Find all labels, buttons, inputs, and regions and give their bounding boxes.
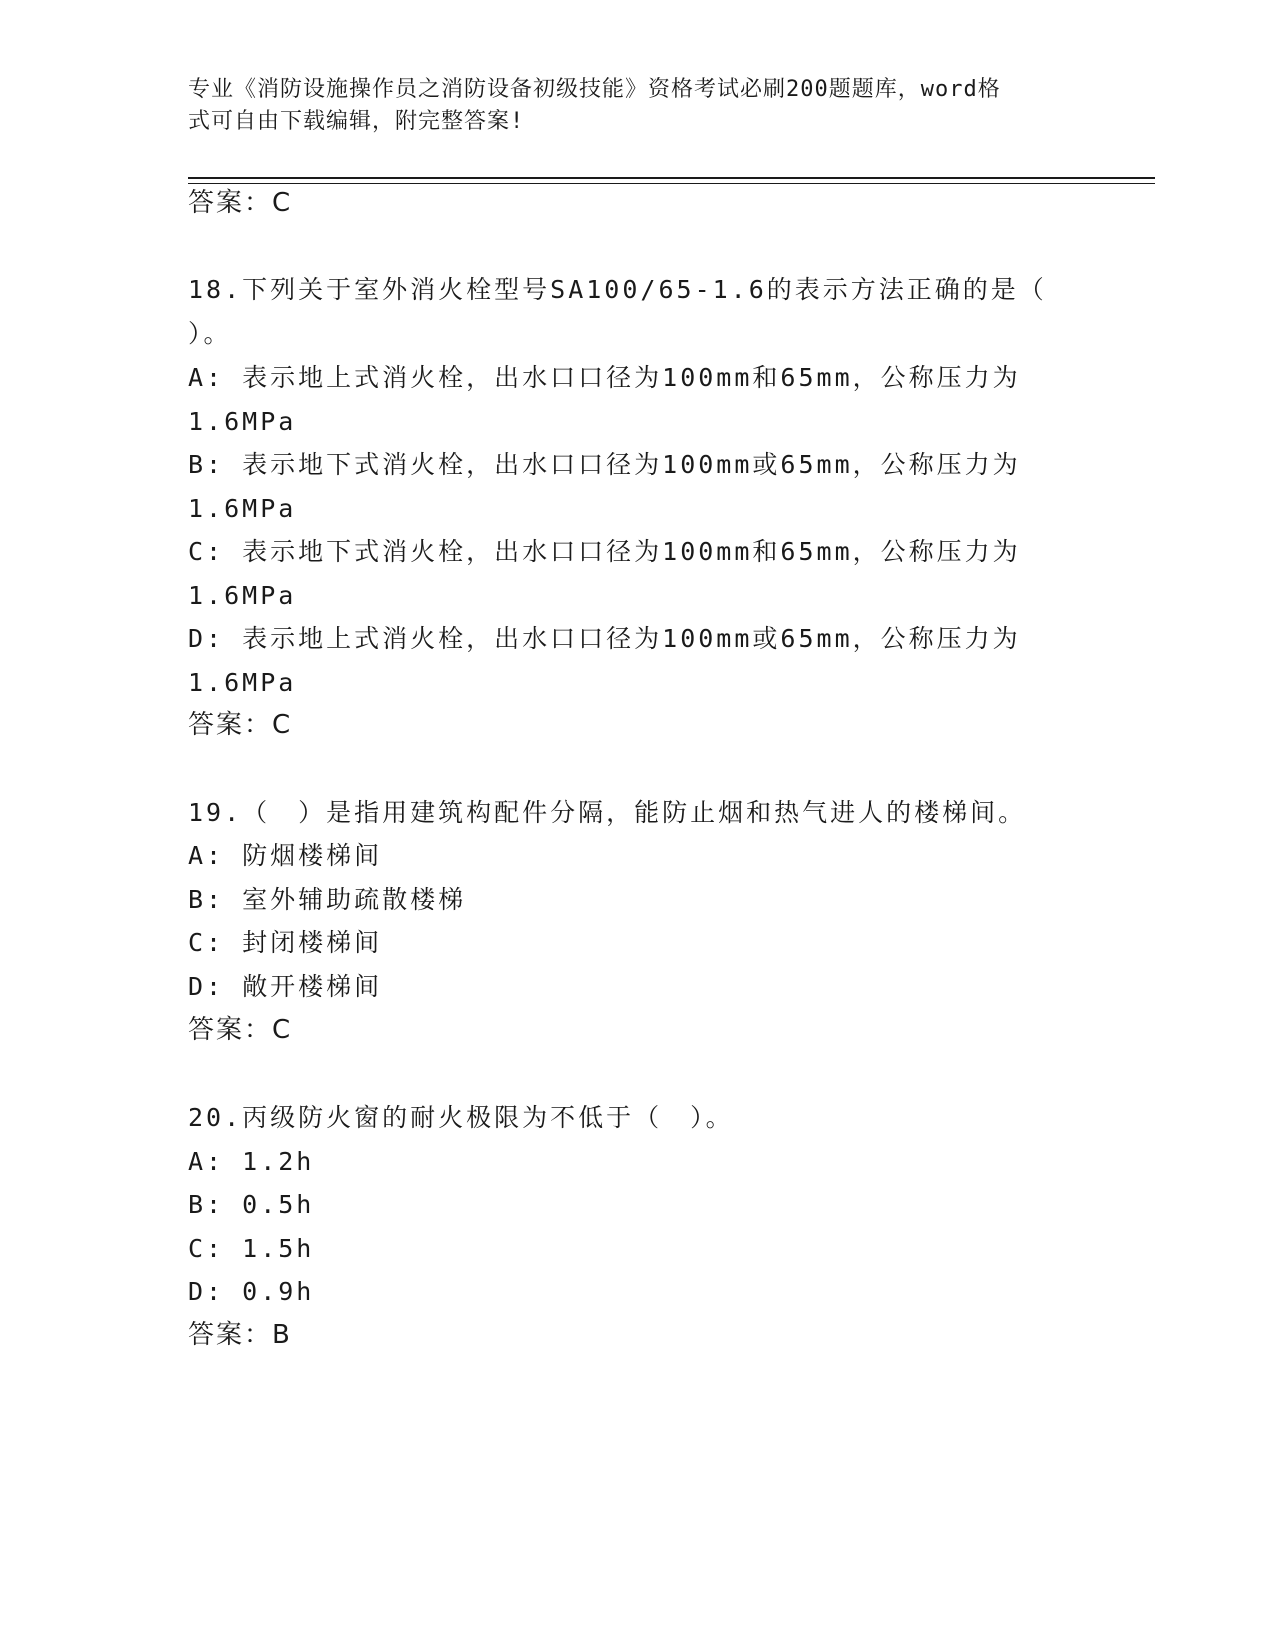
header-divider-thick: [188, 177, 1155, 179]
q19-option-c: C: 封闭楼梯间: [188, 928, 383, 957]
q18-option-c-line-1: C: 表示地下式消火栓，出水口口径为100mm和65mm，公称压力为: [188, 537, 1021, 566]
q20-stem: 20.丙级防火窗的耐火极限为不低于（ ）。: [188, 1103, 734, 1132]
q18-option-d-line-1: D: 表示地上式消火栓，出水口口径为100mm或65mm，公称压力为: [188, 624, 1021, 653]
q19-stem: 19.（ ）是指用建筑构配件分隔，能防止烟和热气进人的楼梯间。: [188, 798, 1027, 827]
q18-option-a-line-1: A: 表示地上式消火栓，出水口口径为100mm和65mm，公称压力为: [188, 363, 1021, 392]
q20-answer: 答案：B: [188, 1320, 292, 1350]
q18-option-a-line-2: 1.6MPa: [188, 407, 297, 436]
q20-option-d: D: 0.9h: [188, 1277, 315, 1306]
q19-option-a: A: 防烟楼梯间: [188, 841, 383, 870]
header-line-1: 专业《消防设施操作员之消防设备初级技能》资格考试必刷200题题库，word格: [188, 77, 1001, 102]
q20-option-c: C: 1.5h: [188, 1234, 315, 1263]
q18-answer: 答案：C: [188, 710, 293, 740]
document-header: [188, 74, 1088, 138]
q18-stem-line-1: 18.下列关于室外消火栓型号SA100/65-1.6的表示方法正确的是（: [188, 275, 1047, 304]
q18-option-b-line-1: B: 表示地下式消火栓，出水口口径为100mm或65mm，公称压力为: [188, 450, 1021, 479]
q18-option-d-line-2: 1.6MPa: [188, 668, 297, 697]
header-divider-thin: [188, 183, 1155, 184]
q18-option-b-line-2: 1.6MPa: [188, 494, 297, 523]
q18-stem-line-2: ）。: [188, 319, 232, 348]
q20-option-a: A: 1.2h: [188, 1147, 315, 1176]
answer-17: 答案：C: [188, 188, 293, 218]
q20-option-b: B: 0.5h: [188, 1190, 315, 1219]
q18-option-c-line-2: 1.6MPa: [188, 581, 297, 610]
q19-option-d: D: 敞开楼梯间: [188, 972, 383, 1001]
q19-answer: 答案：C: [188, 1015, 293, 1045]
header-line-2: 式可自由下载编辑，附完整答案!: [188, 109, 525, 134]
q19-option-b: B: 室外辅助疏散楼梯: [188, 885, 467, 914]
